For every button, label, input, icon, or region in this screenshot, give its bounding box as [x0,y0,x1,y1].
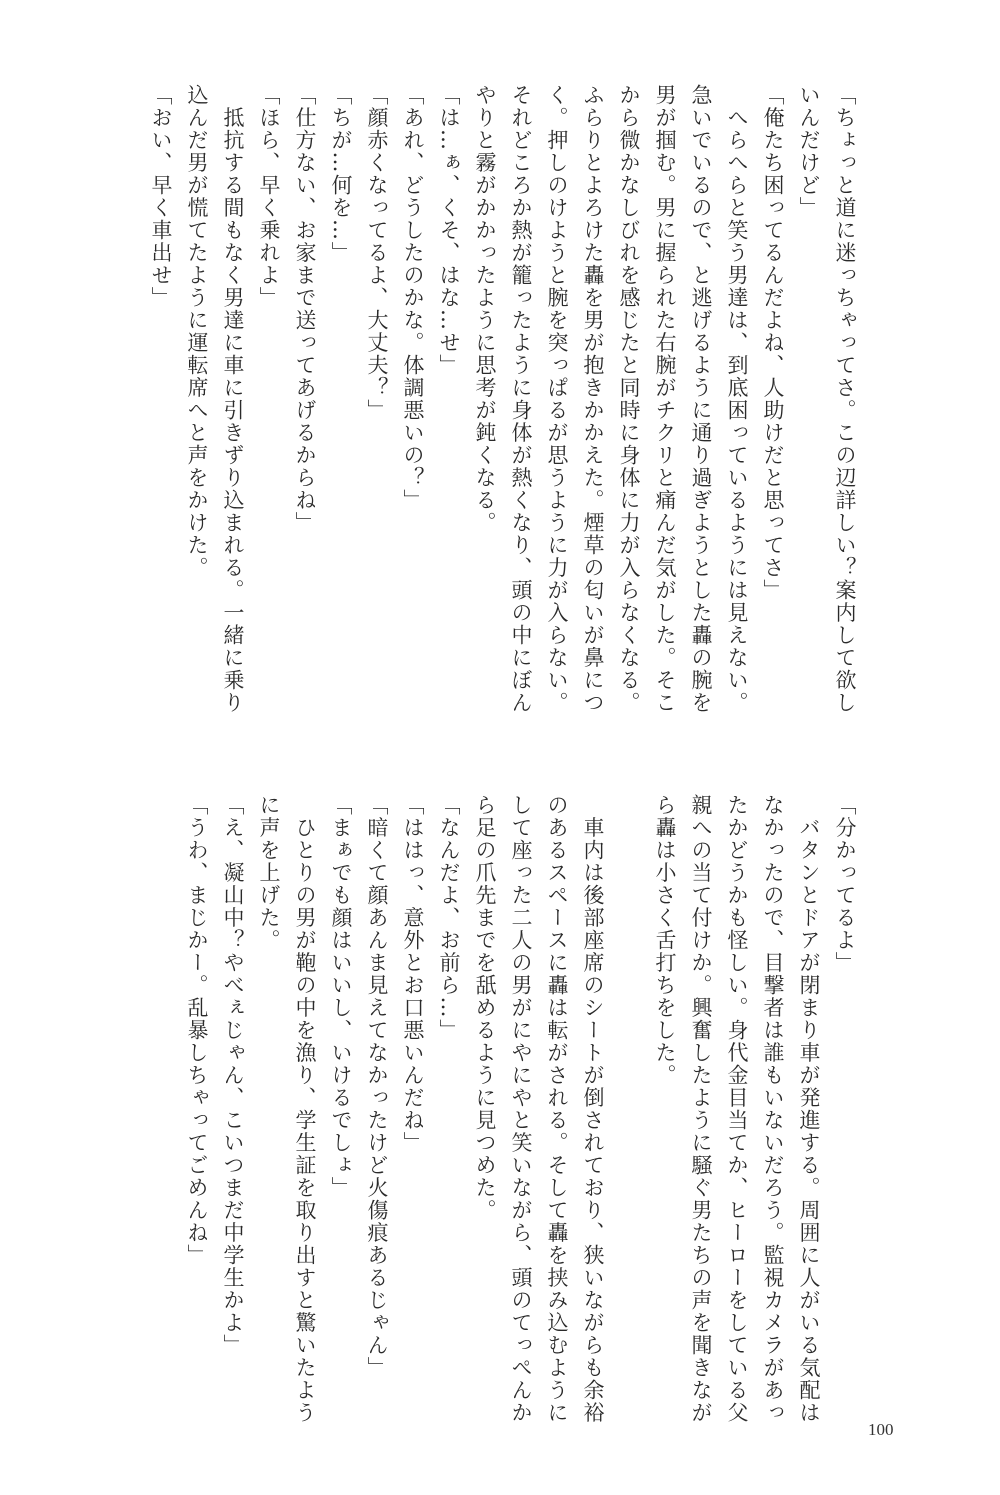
text-line: ひとりの男が鞄の中を漁り、学生証を取り出すと驚いたよう [293,794,317,1424]
text-line: 「暗くて顔あんま見えてなかったけど火傷痕あるじゃん」 [365,794,389,1379]
page-number: 100 [868,1420,894,1439]
text-line: 男が掴む。男に握られた右腕がチクリと痛んだ気がした。そこ [653,84,677,714]
text-line: から微かなしびれを感じたと同時に身体に力が入らなくなる。 [617,84,641,714]
text-line: 車内は後部座席のシートが倒されており、狭いながらも余裕 [581,794,605,1424]
text-line: 抵抗する間もなく男達に車に引きずり込まれる。一緒に乗り [221,84,245,714]
bottom-text-block [143,794,863,1444]
text-line: 「ちが…何を…」 [329,84,353,264]
text-line: して座った二人の男がにやにやと笑いながら、頭のてっぺんか [509,794,533,1424]
text-line: 親への当て付けか。興奮したように騒ぐ男たちの声を聞きなが [689,794,713,1424]
text-line: に声を上げた。 [257,794,281,952]
text-line: バタンとドアが閉まり車が発進する。周囲に人がいる気配は [797,794,821,1424]
text-line [611,794,647,1444]
text-line: のあるスペースに轟は転がされる。そして轟を挟み込むように [545,794,569,1424]
text-line: やりと霧がかかったように思考が鈍くなる。 [473,84,497,534]
text-line: 「は…ぁ、くそ、はな…せ」 [437,84,461,377]
text-line: ら足の爪先までを舐めるように見つめた。 [473,794,497,1222]
text-line: たかどうかも怪しい。身代金目当てか、ヒーローをしている父 [725,794,749,1424]
text-line: 「俺たち困ってるんだよね、人助けだと思ってさ」 [761,84,785,602]
text-line: 「まぁでも顔はいいし、いけるでしょ」 [329,794,353,1199]
text-line: 「ははっ、意外とお口悪いんだね」 [401,794,425,1154]
text-line: 「仕方ない、お家まで送ってあげるからね」 [293,84,317,534]
text-line: ら轟は小さく舌打ちをした。 [653,794,677,1087]
top-text-block [143,84,863,734]
text-line: いんだけど」 [797,84,821,219]
text-line: 急いでいるので、と逃げるように通り過ぎようとした轟の腕を [689,84,713,714]
text-line: へらへらと笑う男達は、到底困っているようには見えない。 [725,84,749,714]
text-line: 「うわ、まじかー。乱暴しちゃってごめんね」 [185,794,209,1267]
text-line: ふらりとよろけた轟を男が抱きかかえた。煙草の匂いが鼻につ [581,84,605,714]
text-line: 「おい、早く車出せ」 [149,84,173,309]
text-line: 「あれ、どうしたのかな。体調悪いの？」 [401,84,425,512]
text-line: 「なんだよ、お前ら…」 [437,794,461,1042]
text-line: 「ほら、早く乗れよ」 [257,84,281,309]
text-line: 「顔赤くなってるよ、大丈夫？」 [365,84,389,422]
text-line: それどころか熱が籠ったように身体が熱くなり、頭の中にぼん [509,84,533,714]
text-line: 「え、凝山中？やべぇじゃん、こいつまだ中学生かよ」 [221,794,245,1357]
text-line: なかったので、目撃者は誰もいないだろう。監視カメラがあっ [761,794,785,1424]
text-line: く。押しのけようと腕を突っぱるが思うように力が入らない。 [545,84,569,714]
text-line: 「ちょっと道に迷っちゃってさ。この辺詳しい？案内して欲し [833,84,857,714]
text-line: 「分かってるよ」 [833,794,857,974]
text-line: 込んだ男が慌てたように運転席へと声をかけた。 [185,84,209,579]
